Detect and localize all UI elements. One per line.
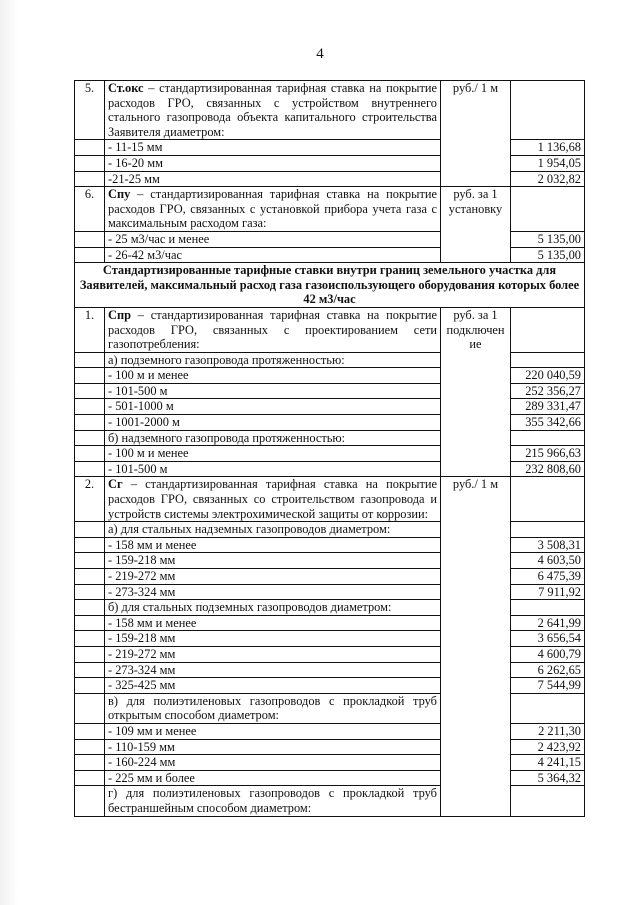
table-row bbox=[75, 307, 585, 352]
row-label: - 159-218 мм bbox=[105, 553, 441, 569]
row-label: - 26-42 м3/час bbox=[105, 247, 441, 263]
row-value: 1 136,68 bbox=[511, 140, 585, 156]
page-number: 4 bbox=[316, 46, 324, 62]
row-value: 1 954,05 bbox=[511, 155, 585, 171]
subsection-label: а) для стальных надземных газопроводов диаметром: bbox=[105, 522, 441, 538]
row-number: 2. bbox=[75, 477, 105, 522]
row-label: - 16-20 мм bbox=[105, 155, 441, 171]
row-label: - 110-159 мм bbox=[105, 739, 441, 755]
table-row bbox=[75, 187, 585, 232]
subsection-label: а) подземного газопровода протяженностью: bbox=[105, 352, 441, 368]
row-label: - 158 мм и менее bbox=[105, 615, 441, 631]
row-value: 220 040,59 bbox=[511, 368, 585, 384]
row-label: - 219-272 мм bbox=[105, 569, 441, 585]
table-row bbox=[75, 81, 585, 140]
row-label: - 109 мм и менее bbox=[105, 723, 441, 739]
row-value: 2 423,92 bbox=[511, 739, 585, 755]
subsection-label: б) надземного газопровода протяженностью: bbox=[105, 430, 441, 446]
row-label: - 11-15 мм bbox=[105, 140, 441, 156]
item-description: Спу – стандартизированная тарифная ставка на покрытие расходов ГРО, связанных с установкой прибора учета газа с максимальным расходом газа: bbox=[105, 187, 441, 232]
row-value: 4 600,79 bbox=[511, 646, 585, 662]
row-label: - 100 м и менее bbox=[105, 368, 441, 384]
row-value: 3 656,54 bbox=[511, 631, 585, 647]
table-row bbox=[75, 263, 585, 308]
unit-cell: руб./ 1 м bbox=[441, 81, 511, 187]
row-value: 6 262,65 bbox=[511, 662, 585, 678]
row-label: - 501-1000 м bbox=[105, 399, 441, 415]
row-label: - 25 м3/час и менее bbox=[105, 231, 441, 247]
unit-cell: руб. за 1 установку bbox=[441, 187, 511, 263]
row-label: - 325-425 мм bbox=[105, 678, 441, 694]
row-label: - 219-272 мм bbox=[105, 646, 441, 662]
row-value: 5 364,32 bbox=[511, 770, 585, 786]
row-label: - 160-224 мм bbox=[105, 755, 441, 771]
row-value: 4 241,15 bbox=[511, 755, 585, 771]
section-header: Стандартизированные тарифные ставки внутри границ земельного участка для Заявителей, максимальный расход газа газоиспользующего оборудования которых более 42 м3/час bbox=[75, 263, 585, 308]
item-description: Спр – стандартизированная тарифная ставка на покрытие расходов ГРО, связанных с проектированием сети газопотребления: bbox=[105, 307, 441, 352]
row-value: 2 211,30 bbox=[511, 723, 585, 739]
scan-edge bbox=[0, 0, 18, 905]
unit-cell: руб./ 1 м bbox=[441, 477, 511, 816]
row-value: 252 356,27 bbox=[511, 383, 585, 399]
row-value: 6 475,39 bbox=[511, 569, 585, 585]
row-label: - 273-324 мм bbox=[105, 662, 441, 678]
table-row bbox=[75, 477, 585, 522]
subsection-label: в) для полиэтиленовых газопроводов с прокладкой труб открытым способом диаметром: bbox=[105, 693, 441, 723]
item-description: Сг – стандартизированная тарифная ставка на покрытие расходов ГРО, связанных со строительством газопровода и устройств системы электрохимической защиты от коррозии: bbox=[105, 477, 441, 522]
unit-cell: руб. за 1 подключен ие bbox=[441, 307, 511, 477]
row-value: 7 544,99 bbox=[511, 678, 585, 694]
row-value: 232 808,60 bbox=[511, 461, 585, 477]
row-label: - 1001-2000 м bbox=[105, 415, 441, 431]
row-label: - 273-324 мм bbox=[105, 584, 441, 600]
row-value: 4 603,50 bbox=[511, 553, 585, 569]
row-value: 289 331,47 bbox=[511, 399, 585, 415]
row-value: 2 641,99 bbox=[511, 615, 585, 631]
row-value: 5 135,00 bbox=[511, 247, 585, 263]
row-label: - 158 мм и менее bbox=[105, 537, 441, 553]
row-label: - 159-218 мм bbox=[105, 631, 441, 647]
rate-code: Спр bbox=[108, 307, 131, 322]
rate-code: Спу bbox=[108, 187, 131, 202]
tariff-table bbox=[74, 80, 585, 817]
subsection-label: б) для стальных подземных газопроводов диаметром: bbox=[105, 600, 441, 616]
row-label: - 225 мм и более bbox=[105, 770, 441, 786]
row-label: - 100 м и менее bbox=[105, 446, 441, 462]
row-value: 7 911,92 bbox=[511, 584, 585, 600]
row-number: 1. bbox=[75, 307, 105, 352]
rate-code: Сг bbox=[108, 477, 123, 492]
item-description: Ст.окс – стандартизированная тарифная ставка на покрытие расходов ГРО, связанных с устройством внутреннего стального газопровода объекта капитального строительства Заявителя диаметром: bbox=[105, 81, 441, 140]
row-label: - 101-500 м bbox=[105, 461, 441, 477]
row-label: - 101-500 м bbox=[105, 383, 441, 399]
subsection-label: г) для полиэтиленовых газопроводов с прокладкой труб бестраншейным способом диаметром: bbox=[105, 786, 441, 816]
row-value: 215 966,63 bbox=[511, 446, 585, 462]
row-value: 5 135,00 bbox=[511, 231, 585, 247]
rate-code: Ст.окс bbox=[108, 81, 144, 95]
row-number: 5. bbox=[75, 81, 105, 140]
row-number: 6. bbox=[75, 187, 105, 232]
row-value: 3 508,31 bbox=[511, 537, 585, 553]
row-value: 2 032,82 bbox=[511, 171, 585, 187]
row-value: 355 342,66 bbox=[511, 415, 585, 431]
row-label: -21-25 мм bbox=[105, 171, 441, 187]
